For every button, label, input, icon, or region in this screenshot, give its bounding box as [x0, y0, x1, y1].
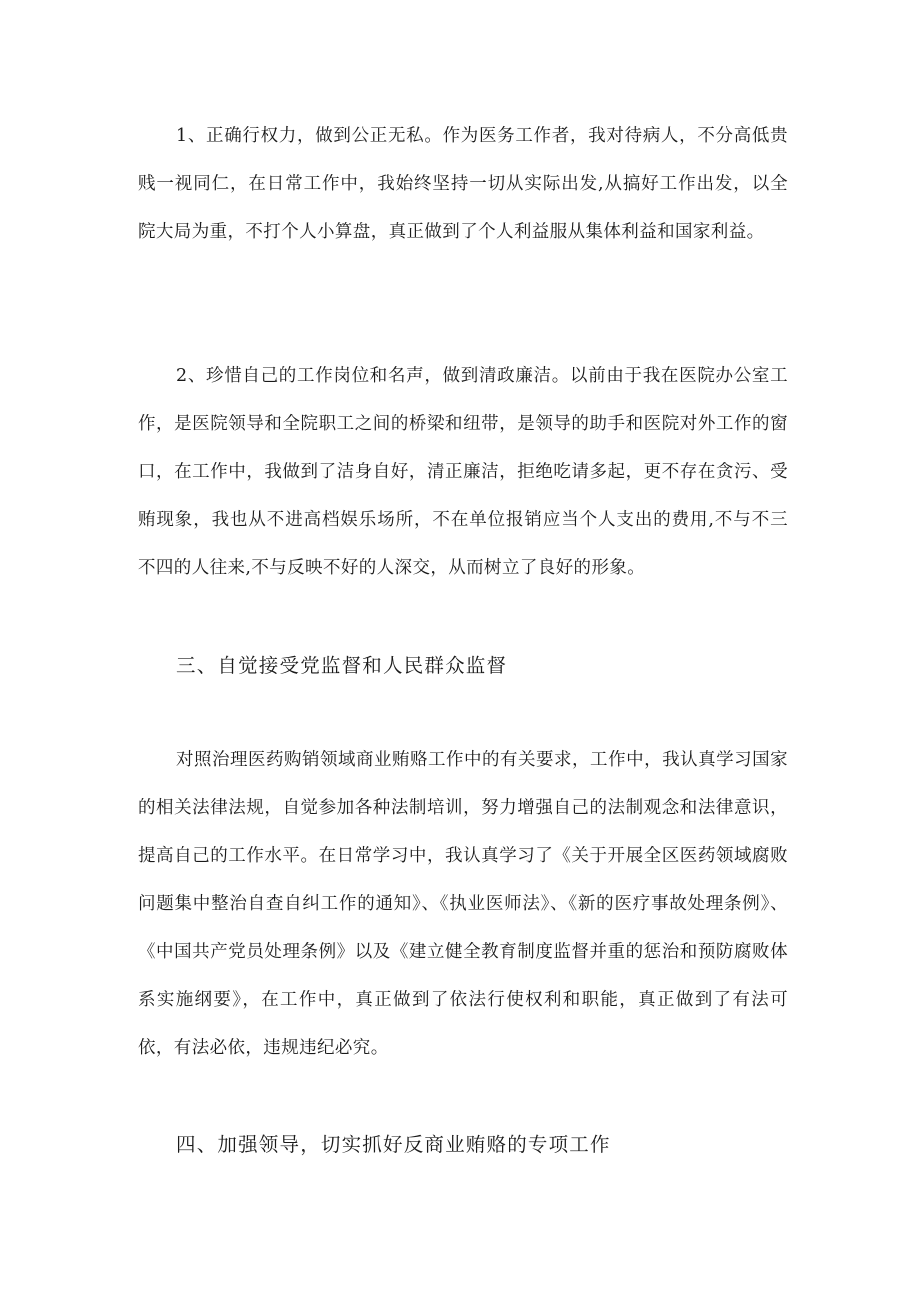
- section-heading-supervision: 三、自觉接受党监督和人民群众监督: [176, 654, 508, 677]
- paragraph-integrity: 1、正确行权力，做到公正无私。作为医务工作者，我对待病人，不分高低贵贱一视同仁，在日常工作中，我始终坚持一切从实际出发,从搞好工作出发，以全院大局为重，不打个人小算盘，真正做到了个人利益服从集体利益和国家利益。: [138, 126, 788, 242]
- paragraph-honesty: 2、珍惜自己的工作岗位和名声，做到清政廉洁。以前由于我在医院办公室工作，是医院领导和全院职工之间的桥梁和纽带，是领导的助手和医院对外工作的窗口，在工作中，我做到了洁身自好，清正廉洁，拒绝吃请多起，更不存在贪污、受贿现象，我也从不进高档娱乐场所，不在单位报销应当个人支出的费用,不与不三不四的人往来,不与反映不好的人深交，从而树立了良好的形象。: [138, 366, 788, 578]
- section-heading-leadership: 四、加强领导，切实抓好反商业贿赂的专项工作: [176, 1133, 611, 1156]
- paragraph-legal-study: 对照治理医药购销领域商业贿赂工作中的有关要求，工作中，我认真学习国家的相关法律法规，自觉参加各种法制培训，努力增强自己的法制观念和法律意识，提高自己的工作水平。在日常学习中，我认真学习了《关于开展全区医药领域腐败问题集中整治自查自纠工作的通知》、《执业医师法》、《新的医疗事故处理条例》、《中国共产党员处理条例》以及《建立健全教育制度监督并重的惩治和预防腐败体系实施纲要》，在工作中，真正做到了依法行使权利和职能，真正做到了有法可依，有法必依，违规违纪必究。: [138, 750, 788, 1058]
